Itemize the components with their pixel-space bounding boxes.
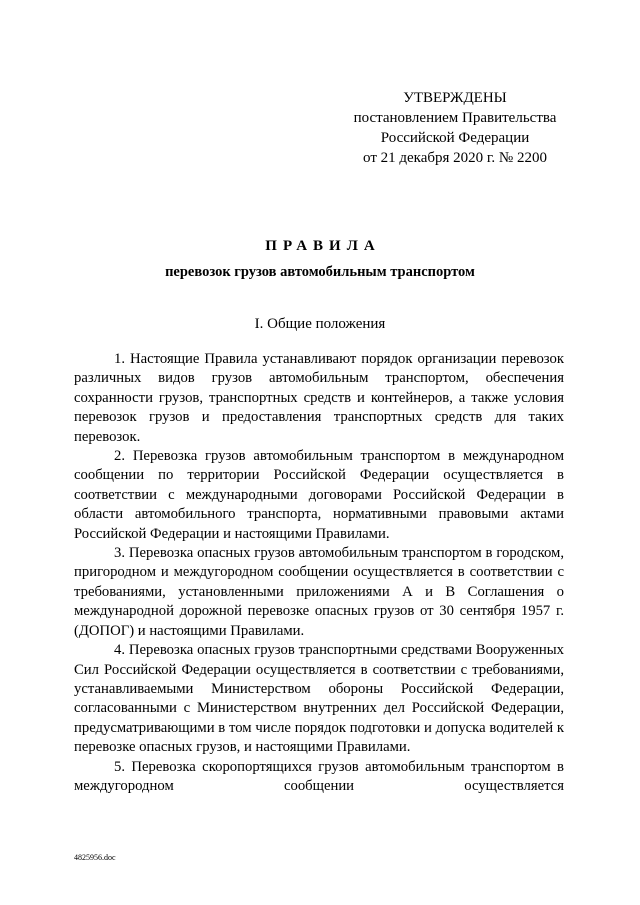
paragraph-4: 4. Перевозка опасных грузов транспортными средствами Вооруженных Сил Российской Федерации осуществляется в соответствии с требованиями, устанавливаемыми Министерством обороны Российской Федерации, согласованными с Министерством внутренних дел Российской Федерации, предусматривающими в том числе порядок подготовки и допуска водителей к перевозке опасных грузов, и настоящими Правилами. — [74, 642, 564, 756]
document-title: ПРАВИЛА — [265, 238, 381, 254]
document-body — [74, 350, 564, 796]
approval-line-decree: постановлением Правительства — [353, 110, 557, 126]
paragraph-5: 5. Перевозка скоропортящихся грузов автомобильным транспортом в междугородном сообщении осуществляется — [74, 758, 564, 794]
footer-filename: 4825956.doc — [74, 853, 116, 862]
approval-heading: УТВЕРЖДЕНЫ — [403, 90, 507, 106]
approval-line-country: Российской Федерации — [380, 130, 530, 146]
paragraph-2: 2. Перевозка грузов автомобильным транспортом в международном сообщении по территории Российской Федерации осуществляется в соответствии с международными договорами Российской Федерации в области автомобильного транспорта, нормативными правовыми актами Российской Федерации и настоящими Правилами. — [74, 448, 564, 542]
approval-line-date-number: от 21 декабря 2020 г. № 2200 — [363, 150, 547, 166]
section-heading: I. Общие положения — [254, 316, 386, 332]
approval-block — [340, 88, 570, 168]
paragraph-3: 3. Перевозка опасных грузов автомобильным транспортом в городском, пригородном и междугородном сообщении осуществляется в соответствии с требованиями, установленными приложениями А и В Соглашения о международной дорожной перевозке опасных грузов от 30 сентября 1957 г. (ДОПОГ) и настоящими Правилами. — [74, 545, 564, 639]
document-subtitle: перевозок грузов автомобильным транспортом — [165, 264, 475, 280]
paragraph-1: 1. Настоящие Правила устанавливают порядок организации перевозок различных видов грузов автомобильным транспортом, обеспечения сохранности грузов, транспортных средств и контейнеров, а также условия перевозок грузов и предоставления транспортных средств для таких перевозок. — [74, 351, 564, 445]
